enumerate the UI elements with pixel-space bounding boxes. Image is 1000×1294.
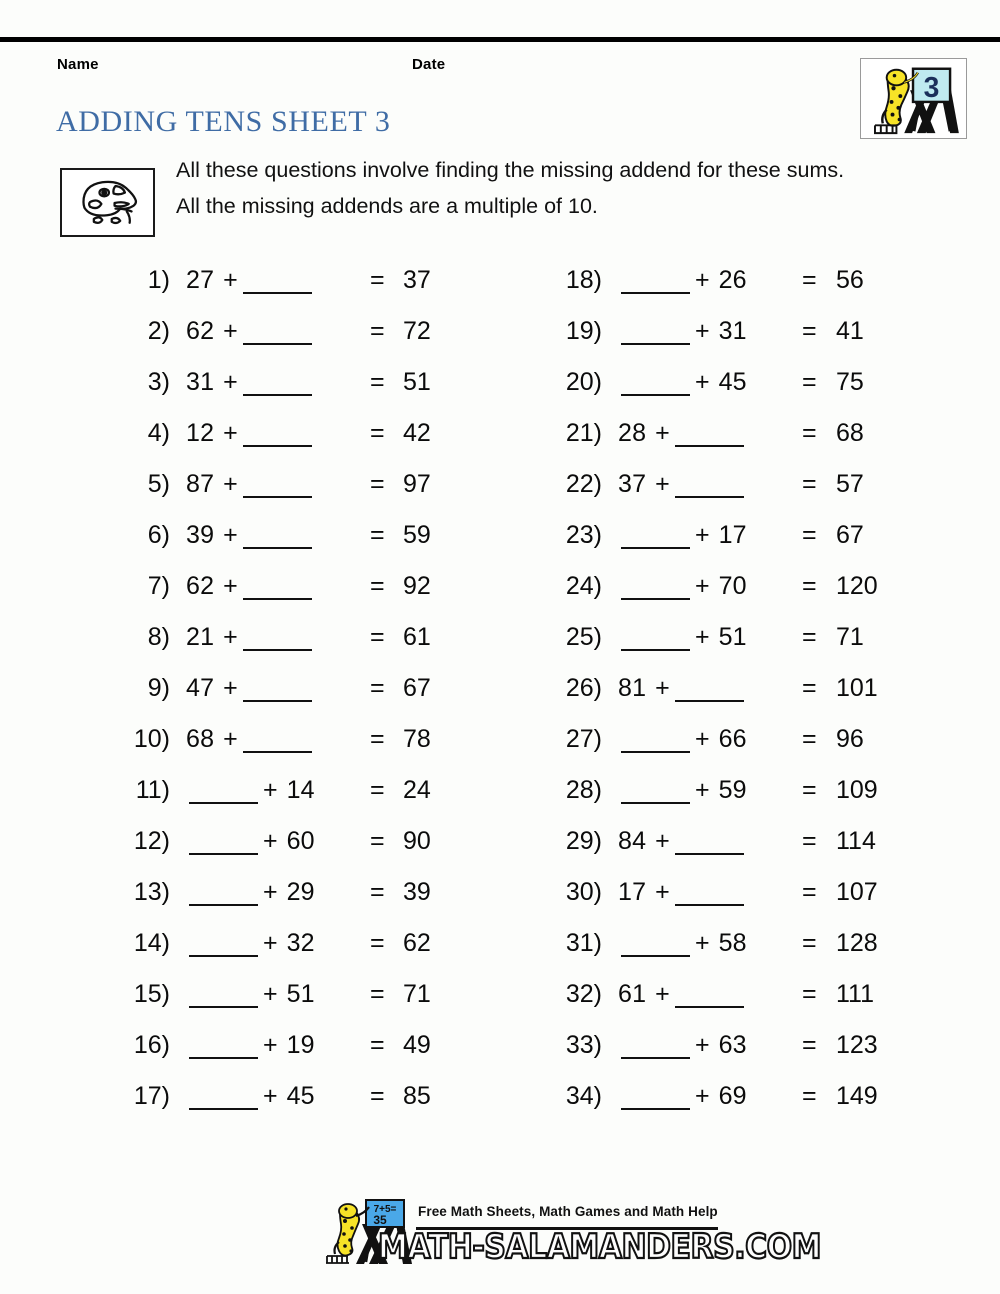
problem-row — [118, 317, 518, 368]
problem-row — [118, 725, 518, 776]
problem-number: 9) — [147, 674, 170, 702]
known-addend: 70 — [718, 572, 747, 600]
problem-expression — [186, 623, 371, 652]
missing-addend-blank[interactable] — [243, 598, 312, 600]
known-addend: 28 — [618, 419, 647, 447]
problem-number: 16) — [133, 1031, 170, 1059]
problem-number: 10) — [133, 725, 170, 753]
problem-row — [548, 776, 948, 827]
problem-row — [118, 521, 518, 572]
problem-row — [118, 980, 518, 1031]
equals-sign: = — [802, 368, 817, 396]
missing-addend-blank[interactable] — [621, 802, 690, 804]
equals-sign: = — [370, 929, 385, 957]
missing-addend-blank[interactable] — [189, 904, 258, 906]
plus-sign: + — [263, 1082, 278, 1110]
footer-wordmark: MATH-SALAMANDERS.COM — [378, 1228, 821, 1268]
problem-number: 18) — [565, 266, 602, 294]
missing-addend-blank[interactable] — [189, 1108, 258, 1110]
problems-column-left — [118, 266, 518, 1133]
known-addend: 81 — [618, 674, 647, 702]
problem-number: 27) — [565, 725, 602, 753]
problem-expression — [618, 725, 813, 754]
plus-sign: + — [263, 929, 278, 957]
problem-expression — [618, 470, 813, 499]
problem-sum: 37 — [403, 266, 431, 294]
problem-number: 17) — [133, 1082, 170, 1110]
known-addend: 51 — [718, 623, 747, 651]
plus-sign: + — [695, 572, 710, 600]
problem-number: 29) — [565, 827, 602, 855]
known-addend: 62 — [186, 317, 215, 345]
problem-number: 21) — [565, 419, 602, 447]
known-addend: 21 — [186, 623, 215, 651]
problem-sum: 68 — [836, 419, 864, 447]
problem-number: 15) — [133, 980, 170, 1008]
missing-addend-blank[interactable] — [189, 1006, 258, 1008]
problem-row — [548, 674, 948, 725]
plus-sign: + — [655, 827, 670, 855]
problem-row — [548, 266, 948, 317]
plus-sign: + — [223, 623, 238, 651]
problem-row — [548, 1082, 948, 1133]
plus-sign: + — [223, 317, 238, 345]
problem-expression — [186, 674, 371, 703]
known-addend: 45 — [286, 1082, 315, 1110]
plus-sign: + — [223, 470, 238, 498]
missing-addend-blank[interactable] — [243, 394, 312, 396]
plus-sign: + — [263, 878, 278, 906]
plus-sign: + — [263, 1031, 278, 1059]
plus-sign: + — [695, 725, 710, 753]
problem-sum: 24 — [403, 776, 431, 804]
missing-addend-blank[interactable] — [675, 700, 744, 702]
known-addend: 51 — [286, 980, 315, 1008]
instruction-line-1: All these questions involve finding the missing addend for these sums. — [176, 158, 845, 182]
problem-expression — [618, 776, 813, 805]
known-addend: 26 — [718, 266, 747, 294]
missing-addend-blank[interactable] — [675, 1006, 744, 1008]
known-addend: 31 — [718, 317, 747, 345]
problem-sum: 72 — [403, 317, 431, 345]
problem-sum: 90 — [403, 827, 431, 855]
equals-sign: = — [370, 980, 385, 1008]
problem-expression — [186, 725, 371, 754]
missing-addend-blank[interactable] — [243, 751, 312, 753]
plus-sign: + — [655, 980, 670, 1008]
problem-number: 3) — [147, 368, 170, 396]
missing-addend-blank[interactable] — [675, 445, 744, 447]
equals-sign: = — [802, 776, 817, 804]
problem-row — [548, 572, 948, 623]
known-addend: 32 — [286, 929, 315, 957]
problem-expression — [618, 266, 813, 295]
problem-number: 6) — [147, 521, 170, 549]
missing-addend-blank[interactable] — [243, 547, 312, 549]
problem-sum: 51 — [403, 368, 431, 396]
problem-expression — [618, 827, 813, 856]
problem-number: 19) — [565, 317, 602, 345]
missing-addend-blank[interactable] — [675, 853, 744, 855]
date-label: Date — [412, 56, 446, 73]
problem-expression — [186, 1031, 371, 1060]
problem-number: 22) — [565, 470, 602, 498]
plus-sign: + — [223, 368, 238, 396]
problem-expression — [618, 419, 813, 448]
problem-sum: 114 — [836, 827, 876, 855]
plus-sign: + — [695, 776, 710, 804]
problem-row — [118, 878, 518, 929]
missing-addend-blank[interactable] — [243, 343, 312, 345]
missing-addend-blank[interactable] — [621, 292, 690, 294]
problem-number: 1) — [147, 266, 170, 294]
missing-addend-blank[interactable] — [243, 700, 312, 702]
problem-row — [548, 419, 948, 470]
page-footer — [0, 1196, 1000, 1268]
missing-addend-blank[interactable] — [189, 1057, 258, 1059]
missing-addend-blank[interactable] — [621, 1057, 690, 1059]
plus-sign: + — [223, 419, 238, 447]
problem-number: 7) — [147, 572, 170, 600]
equals-sign: = — [370, 776, 385, 804]
equals-sign: = — [802, 521, 817, 549]
corner-salamander-logo — [860, 58, 967, 139]
known-addend: 31 — [186, 368, 215, 396]
equals-sign: = — [802, 725, 817, 753]
problem-expression — [186, 878, 371, 907]
plus-sign: + — [223, 521, 238, 549]
plus-sign: + — [695, 623, 710, 651]
problem-number: 13) — [133, 878, 170, 906]
top-divider-rule — [0, 37, 1000, 42]
problem-row — [118, 1082, 518, 1133]
problem-number: 32) — [565, 980, 602, 1008]
worksheet-header — [0, 56, 1000, 96]
problem-sum: 107 — [836, 878, 878, 906]
equals-sign: = — [802, 929, 817, 957]
missing-addend-blank[interactable] — [621, 598, 690, 600]
problem-row — [118, 674, 518, 725]
problem-row — [118, 929, 518, 980]
known-addend: 39 — [186, 521, 215, 549]
equals-sign: = — [802, 572, 817, 600]
plus-sign: + — [695, 521, 710, 549]
problem-row — [548, 521, 948, 572]
equals-sign: = — [802, 1031, 817, 1059]
problem-sum: 78 — [403, 725, 431, 753]
problem-sum: 41 — [836, 317, 864, 345]
missing-addend-blank[interactable] — [675, 496, 744, 498]
problem-sum: 101 — [836, 674, 878, 702]
problem-expression — [186, 317, 371, 346]
missing-addend-blank[interactable] — [243, 649, 312, 651]
problem-sum: 56 — [836, 266, 864, 294]
problem-sum: 92 — [403, 572, 431, 600]
problem-row — [548, 368, 948, 419]
equals-sign: = — [370, 368, 385, 396]
equals-sign: = — [370, 1082, 385, 1110]
plus-sign: + — [695, 368, 710, 396]
equals-sign: = — [370, 827, 385, 855]
plus-sign: + — [695, 1031, 710, 1059]
equals-sign: = — [370, 419, 385, 447]
salamander-head-drawing — [62, 170, 153, 235]
problem-sum: 85 — [403, 1082, 431, 1110]
problem-expression — [186, 470, 371, 499]
equals-sign: = — [370, 470, 385, 498]
problem-number: 5) — [147, 470, 170, 498]
known-addend: 19 — [286, 1031, 315, 1059]
equals-sign: = — [802, 674, 817, 702]
problem-number: 11) — [135, 776, 170, 804]
equals-sign: = — [802, 623, 817, 651]
problem-row — [118, 470, 518, 521]
problem-sum: 111 — [836, 980, 875, 1008]
problem-sum: 62 — [403, 929, 431, 957]
known-addend: 47 — [186, 674, 215, 702]
plus-sign: + — [263, 776, 278, 804]
problem-number: 30) — [565, 878, 602, 906]
equals-sign: = — [802, 317, 817, 345]
missing-addend-blank[interactable] — [621, 343, 690, 345]
problem-row — [118, 368, 518, 419]
known-addend: 68 — [186, 725, 215, 753]
problem-sum: 61 — [403, 623, 431, 651]
problem-sum: 109 — [836, 776, 878, 804]
plus-sign: + — [223, 572, 238, 600]
instructions-block — [176, 152, 956, 224]
missing-addend-blank[interactable] — [243, 292, 312, 294]
problem-row — [548, 725, 948, 776]
problem-number: 14) — [133, 929, 170, 957]
problems-column-right — [548, 266, 948, 1133]
problem-sum: 75 — [836, 368, 864, 396]
problem-expression — [618, 1082, 813, 1111]
problem-number: 26) — [565, 674, 602, 702]
problem-expression — [186, 368, 371, 397]
known-addend: 27 — [186, 266, 215, 294]
problem-row — [548, 878, 948, 929]
problem-expression — [618, 521, 813, 550]
known-addend: 17 — [718, 521, 747, 549]
missing-addend-blank[interactable] — [243, 445, 312, 447]
missing-addend-blank[interactable] — [621, 751, 690, 753]
problem-expression — [618, 623, 813, 652]
problem-expression — [618, 674, 813, 703]
equals-sign: = — [802, 1082, 817, 1110]
problem-row — [548, 1031, 948, 1082]
known-addend: 45 — [718, 368, 747, 396]
salamander-head-icon — [60, 168, 155, 237]
known-addend: 66 — [718, 725, 747, 753]
problem-sum: 59 — [403, 521, 431, 549]
equals-sign: = — [370, 521, 385, 549]
page-title: ADDING TENS SHEET 3 — [56, 105, 391, 138]
plus-sign: + — [223, 674, 238, 702]
missing-addend-blank[interactable] — [189, 853, 258, 855]
problem-number: 31) — [565, 929, 602, 957]
problem-expression — [618, 317, 813, 346]
known-addend: 12 — [186, 419, 215, 447]
known-addend: 60 — [286, 827, 315, 855]
instruction-line-2: All the missing addends are a multiple of 10. — [176, 194, 598, 218]
known-addend: 63 — [718, 1031, 747, 1059]
problem-number: 20) — [565, 368, 602, 396]
equals-sign: = — [370, 317, 385, 345]
equals-sign: = — [370, 623, 385, 651]
svg-text:3: 3 — [923, 71, 940, 104]
problem-expression — [618, 572, 813, 601]
equals-sign: = — [370, 878, 385, 906]
plus-sign: + — [695, 266, 710, 294]
problem-expression — [618, 980, 813, 1009]
plus-sign: + — [655, 878, 670, 906]
problem-number: 28) — [565, 776, 602, 804]
problem-number: 25) — [565, 623, 602, 651]
known-addend: 84 — [618, 827, 647, 855]
problem-row — [118, 1031, 518, 1082]
problem-expression — [186, 572, 371, 601]
missing-addend-blank[interactable] — [621, 394, 690, 396]
problem-row — [548, 827, 948, 878]
problem-sum: 67 — [403, 674, 431, 702]
known-addend: 87 — [186, 470, 215, 498]
problem-expression — [186, 1082, 371, 1111]
problem-number: 8) — [147, 623, 170, 651]
problem-expression — [186, 266, 371, 295]
problem-number: 33) — [565, 1031, 602, 1059]
plus-sign: + — [695, 317, 710, 345]
plus-sign: + — [263, 827, 278, 855]
problem-sum: 57 — [836, 470, 864, 498]
problem-sum: 67 — [836, 521, 864, 549]
missing-addend-blank[interactable] — [621, 547, 690, 549]
problem-sum: 49 — [403, 1031, 431, 1059]
equals-sign: = — [802, 827, 817, 855]
equals-sign: = — [370, 1031, 385, 1059]
plus-sign: + — [263, 980, 278, 1008]
problem-sum: 71 — [836, 623, 864, 651]
problem-expression — [186, 776, 371, 805]
svg-text:35: 35 — [373, 1213, 387, 1227]
missing-addend-blank[interactable] — [621, 955, 690, 957]
equals-sign: = — [802, 266, 817, 294]
problem-number: 2) — [147, 317, 170, 345]
svg-text:7+5=: 7+5= — [373, 1204, 397, 1215]
equals-sign: = — [802, 980, 817, 1008]
problem-sum: 149 — [836, 1082, 878, 1110]
equals-sign: = — [802, 878, 817, 906]
equals-sign: = — [802, 470, 817, 498]
problem-expression — [186, 980, 371, 1009]
missing-addend-blank[interactable] — [189, 802, 258, 804]
problem-sum: 42 — [403, 419, 431, 447]
equals-sign: = — [370, 572, 385, 600]
footer-tagline: Free Math Sheets, Math Games and Math Help — [418, 1204, 718, 1219]
plus-sign: + — [695, 929, 710, 957]
equals-sign: = — [802, 419, 817, 447]
problem-expression — [618, 929, 813, 958]
problem-row — [548, 980, 948, 1031]
problem-row — [548, 929, 948, 980]
problem-expression — [618, 878, 813, 907]
plus-sign: + — [223, 725, 238, 753]
problem-row — [118, 827, 518, 878]
problem-number: 12) — [133, 827, 170, 855]
problem-sum: 97 — [403, 470, 431, 498]
plus-sign: + — [655, 419, 670, 447]
problem-row — [548, 317, 948, 368]
equals-sign: = — [370, 674, 385, 702]
plus-sign: + — [695, 1082, 710, 1110]
missing-addend-blank[interactable] — [621, 1108, 690, 1110]
missing-addend-blank[interactable] — [243, 496, 312, 498]
problem-expression — [186, 827, 371, 856]
problem-number: 23) — [565, 521, 602, 549]
problem-sum: 120 — [836, 572, 878, 600]
problem-expression — [618, 368, 813, 397]
plus-sign: + — [223, 266, 238, 294]
known-addend: 69 — [718, 1082, 747, 1110]
problem-row — [548, 470, 948, 521]
problem-number: 24) — [565, 572, 602, 600]
problem-row — [118, 572, 518, 623]
problem-sum: 128 — [836, 929, 878, 957]
problem-expression — [186, 929, 371, 958]
known-addend: 37 — [618, 470, 647, 498]
problem-sum: 39 — [403, 878, 431, 906]
salamander-board-logo-icon — [861, 59, 966, 138]
problem-row — [548, 623, 948, 674]
known-addend: 29 — [286, 878, 315, 906]
known-addend: 61 — [618, 980, 647, 1008]
problem-expression — [186, 419, 371, 448]
plus-sign: + — [655, 674, 670, 702]
missing-addend-blank[interactable] — [621, 649, 690, 651]
problem-sum: 71 — [403, 980, 431, 1008]
problem-sum: 96 — [836, 725, 864, 753]
problem-number: 4) — [147, 419, 170, 447]
equals-sign: = — [370, 266, 385, 294]
known-addend: 59 — [718, 776, 747, 804]
known-addend: 14 — [286, 776, 315, 804]
problem-row — [118, 623, 518, 674]
problem-row — [118, 266, 518, 317]
problem-expression — [186, 521, 371, 550]
known-addend: 58 — [718, 929, 747, 957]
known-addend: 62 — [186, 572, 215, 600]
missing-addend-blank[interactable] — [189, 955, 258, 957]
problem-row — [118, 419, 518, 470]
name-label: Name — [57, 56, 99, 73]
problem-sum: 123 — [836, 1031, 878, 1059]
problem-expression — [618, 1031, 813, 1060]
missing-addend-blank[interactable] — [675, 904, 744, 906]
problem-number: 34) — [565, 1082, 602, 1110]
known-addend: 17 — [618, 878, 647, 906]
plus-sign: + — [655, 470, 670, 498]
equals-sign: = — [370, 725, 385, 753]
problem-row — [118, 776, 518, 827]
